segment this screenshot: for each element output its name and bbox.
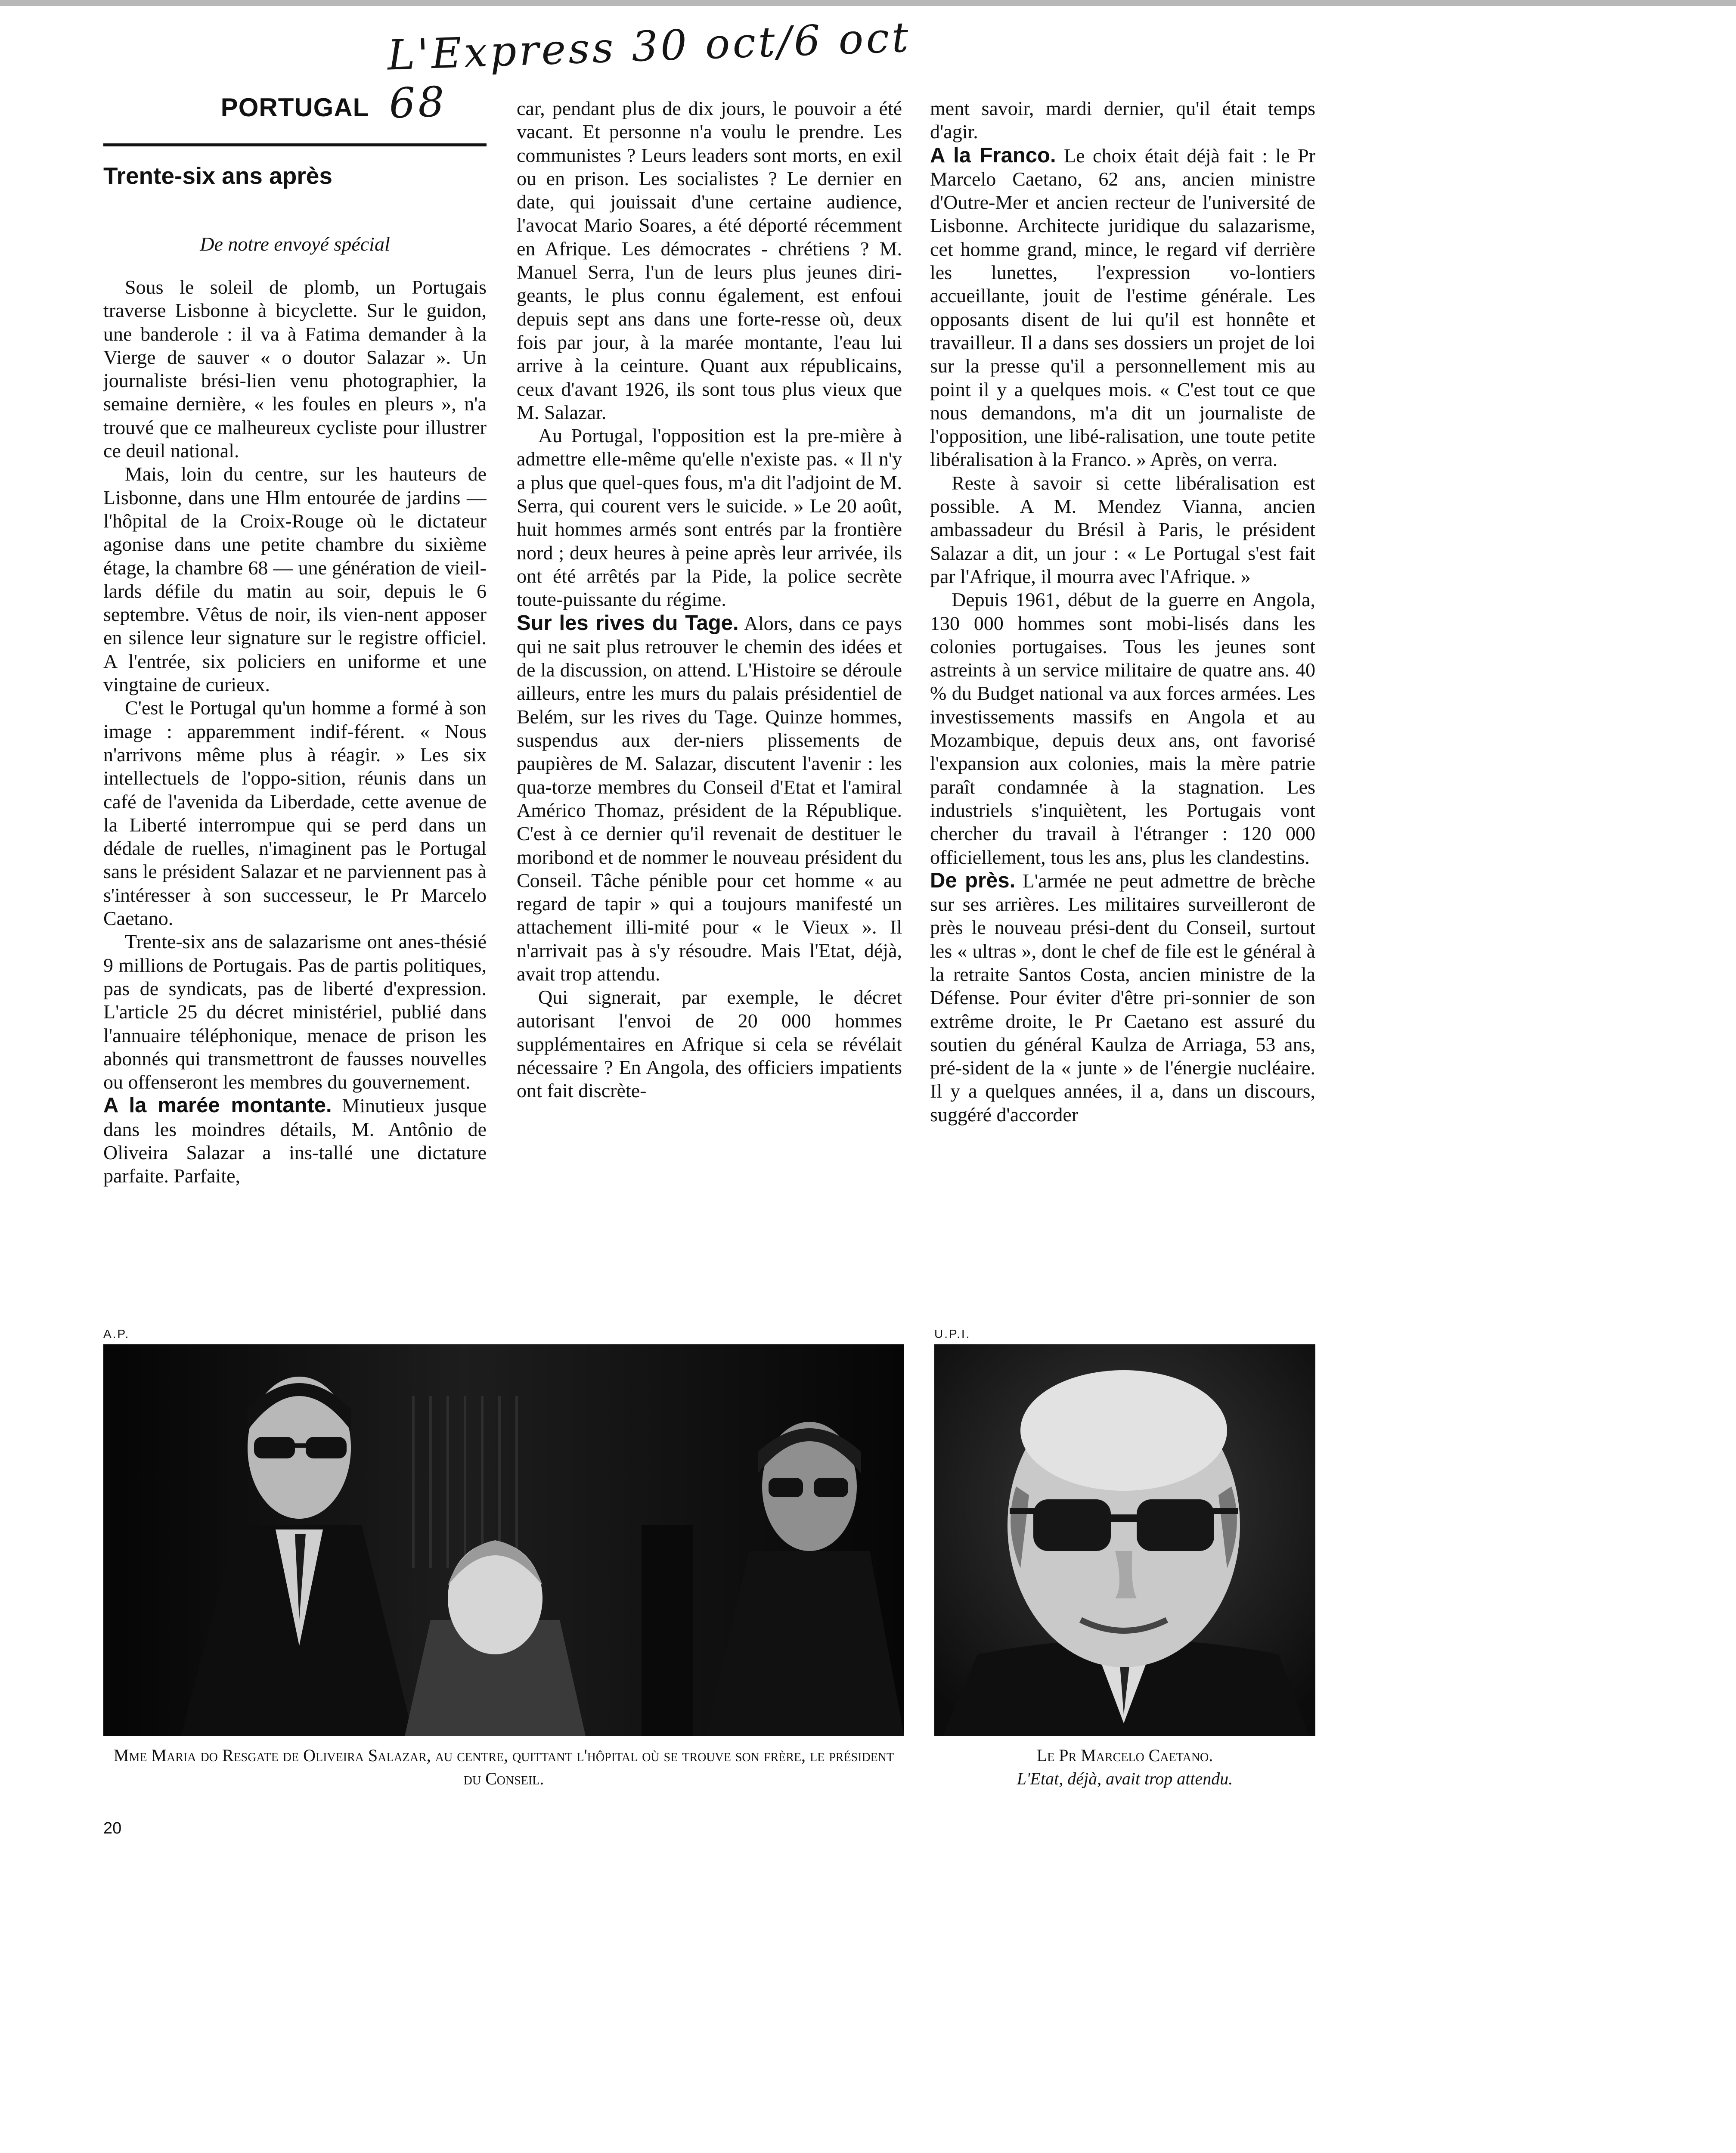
- section-title: PORTUGAL: [220, 93, 369, 122]
- paragraph: Mais, loin du centre, sur les hauteurs de Lisbonne, dans une Hlm entourée de jardins — l'hôpital de la Croix-Rouge où le dictateur agonise dans une petite chambre du sixième étage, la chambre 68 — une génération de vieil-lards défile du matin au soir, depuis le 6 septembre. Vêtus de noir, ils vien-nent apposer en silence leur signature sur le registre officiel. A l'entrée, six policiers en uniforme et une vingtaine de curieux.: [103, 463, 487, 696]
- paragraph: Reste à savoir si cette libéralisation est possible. A M. Mendez Vianna, ancien ambassadeur du Brésil à Paris, le président Salazar a dit, un jour : « Le Portugal s'est fait par l'Afrique, il mourra avec l'Afrique. »: [930, 472, 1315, 587]
- subsection-paragraph: [930, 869, 1315, 1126]
- article-column-2: [517, 97, 902, 1311]
- photo-credit-left: A.P.: [103, 1327, 130, 1340]
- photo-caption-right-name: Le Pr Marcelo Caetano.: [1036, 1746, 1213, 1765]
- page-number: 20: [103, 1819, 122, 1837]
- photo-credit-right: U.P.I.: [934, 1327, 971, 1340]
- paragraph: C'est le Portugal qu'un homme a formé à son image : apparemment indif-férent. « Nous n'arrivons même plus à réagir. » Les six intellectuels de l'oppo-sition, réunis dans un café de l'avenida da Liberdade, cette avenue de la Liberté interrompue qui se perd dans un dédale de ruelles, n'imaginent pas le Portugal sans le président Salazar et ne parviennent pas à s'intéresser à son successeur, le Pr Marcelo Caetano.: [103, 697, 487, 930]
- paragraph: Trente-six ans de salazarisme ont anes-thésié 9 millions de Portugais. Pas de partis politiques, pas de syndicats, pas de liberté d'expression. L'article 25 du décret ministériel, publié dans l'annuaire téléphonique, menace de prison les abonnés qui transmettront de fausses nouvelles ou offenseront les membres du gouvernement.: [103, 931, 487, 1093]
- paragraph: car, pendant plus de dix jours, le pouvoir a été vacant. Et personne n'a voulu le prendre. Les communistes ? Leurs leaders sont morts, en exil ou en prison. Les socialistes ? Le dernier en date, qui jouissait d'une certaine audience, l'avocat Mario Soares, a été déporté récemment en Afrique. Les démocrates - chrétiens ? M. Manuel Serra, l'un de leurs plus jeunes diri-geants, le plus connu également, est enfoui depuis sept ans dans une forte-resse où, deux fois par jour, à la marée montante, l'eau lui arrive à la ceinture. Quant aux républicains, ceux d'avant 1926, ils sont tous plus vieux que M. Salazar.: [517, 97, 902, 423]
- paragraph: Qui signerait, par exemple, le décret autorisant l'envoi de 20 000 hommes supplémentaires en Afrique si cela se révélait nécessaire ? En Angola, des officiers impatients ont fait discrète-: [517, 986, 902, 1102]
- headline: Trente-six ans après: [103, 162, 332, 189]
- photo-hospital-visitors-image: [103, 1344, 904, 1736]
- paragraph: Sous le soleil de plomb, un Portugais traverse Lisbonne à bicyclette. Sur le guidon, une banderole : il va à Fatima demander à la Vierge de sauver « o doutor Salazar ». Un journaliste brési-lien venu photographier, la semaine dernière, « les foules en pleurs », n'a trouvé que ce malheureux cycliste pour illustrer ce deuil national.: [103, 276, 487, 462]
- photo-marcelo-caetano-image: [934, 1344, 1315, 1736]
- subsection-text: Alors, dans ce pays qui ne sait plus retrouver le chemin des idées et de la discussion, on attend. L'Histoire se déroule ailleurs, entre les murs du palais présidentiel de Belém, sur les rives du Tage. Quinze hommes, suspendus aux der-niers plissements de paupières de M. Salazar, discutent l'avenir : les qua-torze membres du Conseil d'Etat et l'amiral Américo Thomaz, président de la République. C'est à ce dernier qu'il revenait de destituer le moribond et de nommer le nouveau président du Conseil. Tâche pénible pour cet homme « au regard de tapir » qui a toujours manifesté un attachement illi-mité pour « le Vieux ». Il n'arrivait pas à s'y résoudre. Mais l'Etat, déjà, avait trop attendu.: [517, 612, 902, 985]
- article-column-1: [103, 276, 487, 1309]
- subsection-paragraph: [930, 144, 1315, 472]
- subsection-text: Le choix était déjà fait : le Pr Marcelo Caetano, 62 ans, ancien ministre d'Outre-Mer et ancien recteur de l'université de Lisbonne. Architecte juridique du salazarisme, cet homme grand, mince, le regard vif derrière les lunettes, l'expression vo-lontiers accueillante, jouit de l'estime générale. Les opposants disent de lui qu'il est honnête et travailleur. Il a dans ses dossiers un projet de loi sur la presse qu'il a personnellement mis au point il y a quelques mois. « C'est tout ce que nous demandons, m'a dit un journaliste de l'opposition, une libé-ralisation, une toute petite libéralisation à la Franco. » Après, on verra.: [930, 144, 1315, 471]
- photo-marcelo-caetano: [934, 1344, 1315, 1736]
- photo-hospital-visitors: [103, 1344, 904, 1736]
- paragraph: Au Portugal, l'opposition est la pre-mière à admettre elle-même qu'elle n'existe pas. « Il n'y a plus que quel-ques fous, m'a dit l'adjoint de M. Serra, qui courent vers le suicide. » Le 20 août, huit hommes armés sont entrés par la frontière nord ; deux heures à peine après leur arrivée, ils ont été arrêtés par la Pide, la police secrète toute-puissante du régime.: [517, 425, 902, 611]
- subheading: A la Franco.: [930, 143, 1056, 167]
- section-rule: [103, 143, 487, 146]
- subsection-text: Minutieux jusque dans les moindres détails, M. Antônio de Oliveira Salazar a ins-tallé une dictature parfaite. Parfaite,: [103, 1095, 487, 1187]
- subsection-text: L'armée ne peut admettre de brèche sur ses arrières. Les militaires surveilleront de près le nouveau prési-dent du Conseil, surtout les « ultras », dont le chef de file est le général à la retraite Santos Costa, ancien ministre de la Défense. Pour éviter d'être pri-sonnier de son extrême droite, le Pr Caetano est assuré du soutien du général Kaulza de Arriaga, 53 ans, pré-sident de la « junte » de l'énergie nucléaire. Il y a quelques années, il a, dans un discours, suggéré d'accorder: [930, 869, 1315, 1126]
- subheading: Sur les rives du Tage.: [517, 611, 739, 635]
- photo-caption-right-quote: L'Etat, déjà, avait trop attendu.: [1017, 1769, 1233, 1788]
- subheading: De près.: [930, 869, 1016, 892]
- photo-caption-left: Mme Maria do Resgate de Oliveira Salazar, au centre, quittant l'hôpital où se trouve son frère, le président du Conseil.: [113, 1746, 894, 1788]
- handwritten-note: L'Express 30 oct/6 oct 68: [386, 13, 912, 128]
- scan-top-edge: [0, 0, 1736, 6]
- subheading: A la marée montante.: [103, 1094, 332, 1117]
- byline: De notre envoyé spécial: [200, 233, 390, 255]
- subsection-paragraph: [517, 611, 902, 986]
- paragraph: Depuis 1961, début de la guerre en Angola, 130 000 hommes sont mobi-lisés dans les colonies portugaises. Tous les jeunes sont astreints à un service militaire de quatre ans. 40 % du Budget national va aux forces armées. Les investissements massifs en Angola et au Mozambique, depuis deux ans, ont favorisé l'expansion aux colonies, mais la mère patrie paraît condamnée à la stagnation. Les industriels s'inquiètent, les Portugais vont chercher du travail à l'étranger : 120 000 officiellement, tous les ans, plus les clandestins.: [930, 589, 1315, 868]
- subsection-paragraph: [103, 1094, 487, 1188]
- paragraph: ment savoir, mardi dernier, qu'il était temps d'agir.: [930, 97, 1315, 143]
- article-column-3: [930, 97, 1315, 1311]
